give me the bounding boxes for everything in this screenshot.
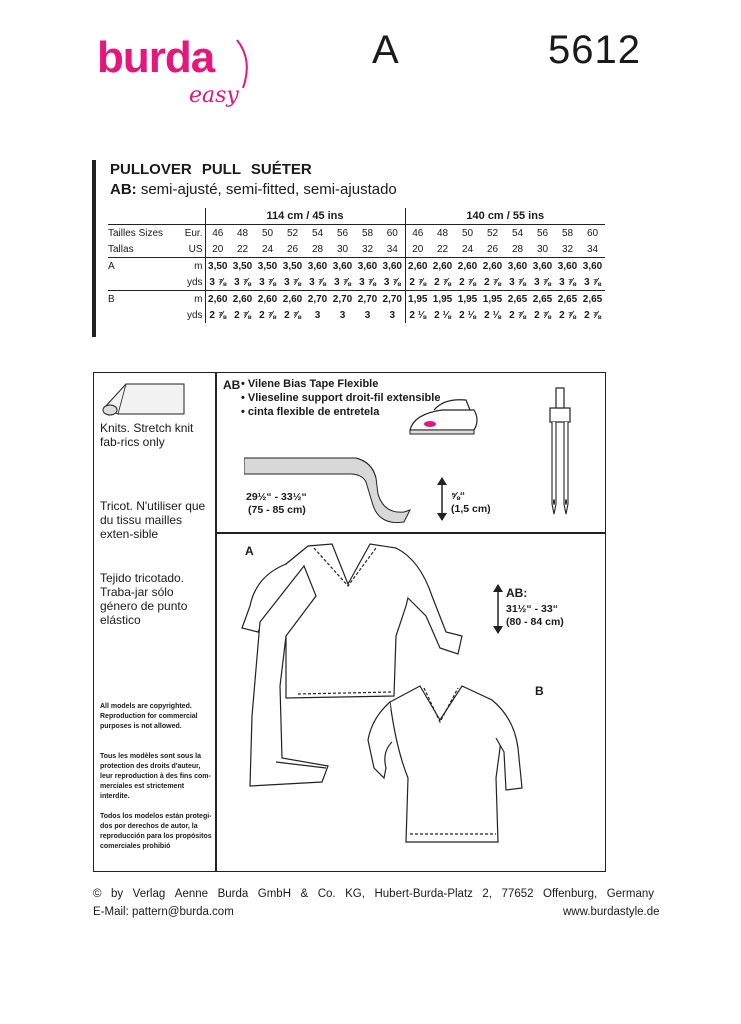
yardage-cell: 50 (261, 227, 274, 239)
length-in: 31½“ - 33“ (506, 603, 558, 615)
view-a-label: A (245, 544, 254, 558)
yardage-cell: 26 (486, 243, 499, 255)
yardage-cell: 48 (236, 227, 249, 239)
view-b-garment-drawing (364, 678, 524, 853)
tape-length-cm: (75 - 85 cm) (248, 504, 306, 516)
yardage-cell: 2 ⅞ (259, 309, 276, 321)
footer-word: Aenne (174, 888, 209, 900)
footer-word: KG, (345, 888, 365, 900)
yardage-cell: 3 (380, 307, 405, 323)
double-arrow-icon (492, 583, 504, 640)
yardage-cell: 2,70 (305, 291, 330, 308)
yardage-cell: 3,50 (230, 258, 255, 275)
yardage-cell: 46 (412, 227, 424, 239)
eur-label: Eur. (181, 225, 205, 242)
yardage-cell: 60 (380, 225, 405, 242)
width-header-140: 140 cm / 55 ins (405, 208, 605, 225)
yardage-cell: 3,60 (330, 258, 355, 275)
footer-word: Co. (317, 888, 336, 900)
yardage-cell: 3,50 (255, 258, 280, 275)
footer-word: Burda (217, 888, 249, 900)
footer-word: Hubert-Burda-Platz (374, 888, 473, 900)
fabric-note-es: Tejido tricotado. Traba-jar sólo género de punto elástico (100, 571, 188, 627)
m-label: m (181, 258, 205, 275)
yds-label: yds (181, 274, 205, 291)
burda-easy-logo (97, 30, 257, 110)
notion-item: • Vlieseline support droit-fil extensible (241, 392, 441, 404)
yardage-cell: 56 (536, 227, 549, 239)
yardage-cell: 2,60 (280, 291, 305, 308)
yardage-cell: 2 ⅞ (209, 309, 227, 321)
yardage-cell: 2,70 (355, 291, 380, 308)
footer-word: 2, (482, 888, 493, 900)
yardage-cell: 3,60 (380, 258, 405, 275)
yardage-cell: 3 ⅞ (259, 276, 276, 288)
yardage-cell: 2 ⅞ (409, 276, 427, 288)
copyright-note-fr: Tous les modèles sont sous la protection des droits d'auteur, leur reproduction à des fins com-merciales est strictement interdite. (100, 753, 211, 800)
yardage-cell: 58 (361, 227, 374, 239)
yardage-cell: 22 (436, 243, 449, 255)
fit-text: semi-ajusté, semi-fitted, semi-ajustado (136, 181, 397, 198)
double-arrow-icon (436, 476, 448, 527)
yardage-cell: 3,50 (205, 258, 230, 275)
yardage-cell: 34 (586, 243, 599, 255)
yardage-cell: 3 ⅞ (359, 276, 376, 288)
yardage-cell: 2 ⅛ (434, 309, 451, 321)
yardage-cell: 2,60 (205, 291, 230, 308)
copyright-note-es: Todos los modelos están protegi-dos por derechos de autor, la reproducción para los propósitos comerciales prohibió (100, 813, 212, 850)
footer-word: Verlag (132, 888, 166, 900)
yardage-cell: 60 (586, 227, 599, 239)
yardage-cell: 2 ⅞ (459, 276, 476, 288)
yardage-cell: 2,60 (255, 291, 280, 308)
yardage-cell: 32 (361, 243, 374, 255)
yardage-cell: 2 ⅞ (559, 309, 576, 321)
yardage-cell: 2 ⅛ (484, 309, 501, 321)
yardage-cell: 50 (461, 227, 474, 239)
footer-word: Germany (606, 888, 654, 900)
yardage-cell: 28 (311, 243, 324, 255)
yardage-cell: 2,60 (405, 258, 430, 275)
us-label: US (181, 241, 205, 258)
tape-length-in: 29½“ - 33½“ (246, 491, 307, 503)
yardage-cell: 3,60 (530, 258, 555, 275)
tallas-label: Tallas (108, 243, 134, 255)
notions-views-label: AB (223, 378, 241, 392)
length-label: AB: (506, 586, 528, 600)
yardage-cell: 58 (561, 227, 574, 239)
yardage-cell: 1,95 (480, 291, 505, 308)
twin-needle-icon (538, 384, 582, 525)
yardage-cell: 3,60 (305, 258, 330, 275)
yardage-cell: 3 ⅞ (334, 276, 351, 288)
yardage-cell: 2,60 (230, 291, 255, 308)
yardage-cell: 24 (461, 243, 474, 255)
yardage-cell: 2 ⅛ (409, 309, 427, 321)
yardage-cell: 3 ⅞ (534, 276, 551, 288)
svg-text:burda: burda (97, 33, 215, 82)
yardage-cell: 3 ⅞ (380, 274, 405, 291)
yardage-cell: 20 (412, 243, 424, 255)
yardage-cell: 2 ⅞ (284, 309, 301, 321)
yardage-cell: 30 (536, 243, 549, 255)
yardage-cell: 2,65 (580, 291, 605, 308)
yardage-cell: 3,60 (555, 258, 580, 275)
tape-width-in: ⅝“ (451, 490, 466, 502)
yardage-cell: 2 ⅞ (534, 309, 551, 321)
footer-word: 77652 (501, 888, 534, 900)
footer-website[interactable]: www.burdastyle.de (563, 906, 660, 918)
divider (215, 532, 606, 534)
fabric-roll-icon (100, 378, 190, 425)
yardage-cell: 2 ⅞ (234, 309, 251, 321)
yardage-cell: 2,70 (380, 291, 405, 308)
footer-word: by (111, 888, 124, 900)
footer-word: GmbH (257, 888, 292, 900)
fit-prefix: AB: (110, 181, 137, 198)
fabric-note-en: Knits. Stretch knit fab-rics only (100, 421, 194, 449)
yardage-cell: 20 (212, 243, 224, 255)
m-label: m (181, 291, 205, 308)
view-b-label: B (535, 684, 544, 698)
iron-icon (404, 396, 486, 445)
yardage-cell: 22 (236, 243, 249, 255)
yardage-cell: 3,60 (355, 258, 380, 275)
yardage-cell: 2 ⅞ (484, 276, 501, 288)
fit-description (110, 181, 397, 198)
yardage-cell: 2,65 (555, 291, 580, 308)
yardage-cell: 32 (561, 243, 574, 255)
yardage-cell: 3 (364, 309, 371, 321)
divider (215, 372, 217, 872)
length-cm: (80 - 84 cm) (506, 616, 564, 628)
garment-title: PULLOVER PULL SUÉTER (110, 161, 312, 178)
yardage-cell: 54 (311, 227, 324, 239)
pattern-number: 5612 (548, 28, 641, 72)
yardage-cell: 2,60 (480, 258, 505, 275)
yardage-cell: 3 ⅞ (209, 276, 227, 288)
notion-item: • Vilene Bias Tape Flexible (241, 378, 379, 390)
yardage-table (108, 208, 605, 323)
yardage-cell: 3,60 (580, 258, 605, 275)
yardage-cell: 2,65 (505, 291, 530, 308)
width-header-114: 114 cm / 45 ins (205, 208, 405, 225)
yardage-cell: 1,95 (455, 291, 480, 308)
yardage-cell: 3 (339, 309, 346, 321)
yardage-cell: 2,70 (330, 291, 355, 308)
yardage-cell: 26 (286, 243, 299, 255)
title-bar (92, 160, 96, 337)
footer-word: & (300, 888, 309, 900)
yardage-cell: 2,60 (455, 258, 480, 275)
yardage-cell: 3 (314, 309, 321, 321)
notion-item: • cinta flexible de entretela (241, 406, 380, 418)
view-a-label: A (108, 258, 181, 275)
yardage-cell: 2 ⅛ (459, 309, 476, 321)
yardage-cell: 3,60 (505, 258, 530, 275)
yardage-cell: 3 ⅞ (309, 276, 326, 288)
yardage-cell: 3 ⅞ (234, 276, 251, 288)
yardage-cell: 2 ⅞ (584, 309, 601, 321)
footer-word: © (93, 888, 102, 900)
yardage-cell: 1,95 (430, 291, 455, 308)
copyright-note-en: All models are copyrighted. Reproduction for commercial purposes is not allowed. (100, 703, 198, 730)
yardage-cell: 48 (436, 227, 449, 239)
sizes-label: Tailles Sizes (108, 227, 164, 239)
yardage-cell: 2,65 (530, 291, 555, 308)
footer-publisher (93, 888, 654, 900)
yardage-cell: 2 ⅞ (434, 276, 451, 288)
yardage-cell: 52 (486, 227, 499, 239)
yardage-cell: 54 (511, 227, 524, 239)
footer-email: E-Mail: pattern@burda.com (93, 906, 234, 918)
yardage-cell: 3 ⅞ (284, 276, 301, 288)
yardage-cell: 1,95 (405, 291, 430, 308)
yardage-cell: 3,50 (280, 258, 305, 275)
yardage-cell: 3 ⅞ (509, 276, 526, 288)
yardage-cell: 2 ⅞ (509, 309, 526, 321)
yardage-cell: 3 ⅞ (584, 276, 601, 288)
yardage-cell: 30 (336, 243, 349, 255)
yardage-cell: 28 (511, 243, 524, 255)
yardage-cell: 52 (286, 227, 299, 239)
yardage-cell: 56 (336, 227, 349, 239)
view-b-label: B (108, 291, 181, 308)
yardage-cell: 24 (261, 243, 274, 255)
svg-text:easy: easy (189, 83, 239, 108)
fabric-note-fr: Tricot. N'utiliser que du tissu mailles exten-sible (100, 499, 206, 541)
yardage-cell: 34 (380, 241, 405, 258)
tape-width-cm: (1,5 cm) (451, 503, 491, 515)
view-letter: A (372, 28, 399, 72)
yardage-cell: 3 ⅞ (559, 276, 576, 288)
yds-label: yds (181, 307, 205, 323)
yardage-cell: 2,60 (430, 258, 455, 275)
footer-word: Offenburg, (543, 888, 598, 900)
yardage-cell: 46 (212, 227, 224, 239)
